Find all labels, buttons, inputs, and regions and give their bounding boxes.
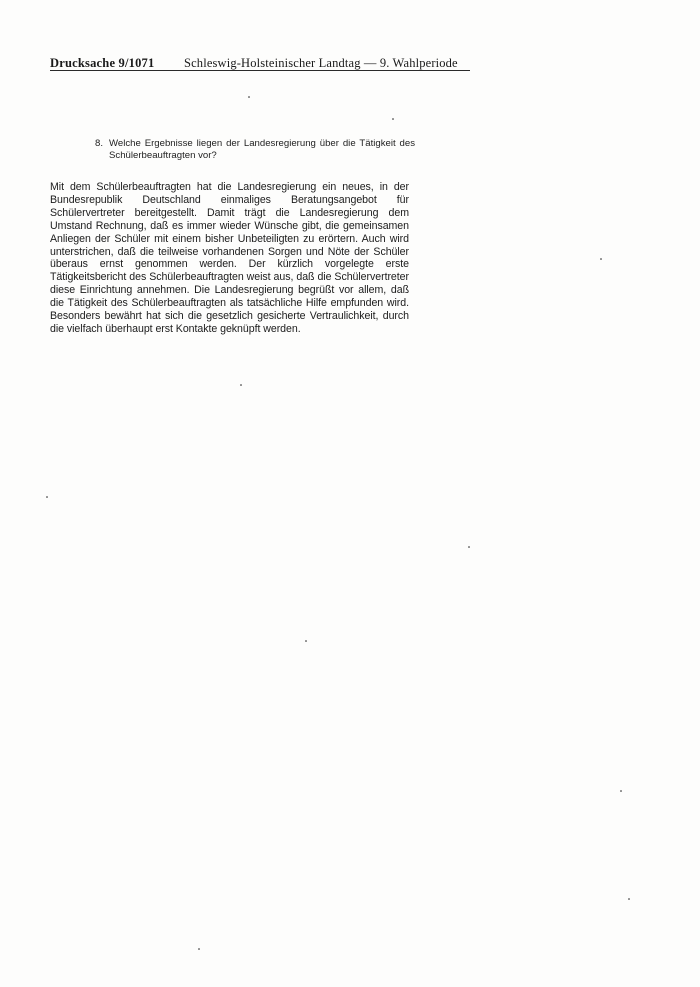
question-text: Welche Ergebnisse liegen der Landesregierung über die Tätigkeit des Schülerbeauftragten vor? — [109, 138, 415, 161]
scan-speck — [305, 640, 307, 642]
scan-speck — [240, 384, 242, 386]
answer-paragraph: Mit dem Schülerbeauftragten hat die Landesregierung ein neues, in der Bundesrepublik Deutschland einmaliges Beratungsangebot für Schülervertreter bereitgestellt. Damit trägt die Landesregierung dem Umstand Rechnung, daß es immer wieder Wünsche gibt, die gemeinsamen Anliegen der Schüler mit einem bisher Unbeteiligten zu erörtern. Auch wird unterstrichen, daß die teilweise vorhandenen Sorgen und Nöte der Schüler überaus ernst genommen werden. Der kürzlich vorgelegte erste Tätigkeitsbericht des Schülerbeauftragten weist aus, daß die Schülervertreter diese Einrichtung annehmen. Die Landesregierung begrüßt vor allem, daß die Tätigkeit des Schülerbeauftragten als tatsächliche Hilfe empfunden wird. Besonders bewährt hat sich die gesetzlich gesicherte Vertraulichkeit, durch die vielfach überhaupt erst Kontakte geknüpft werden. — [50, 181, 409, 335]
question-number: 8. — [95, 138, 104, 149]
scan-speck — [600, 258, 602, 260]
document-number: Drucksache 9/1071 — [50, 56, 155, 70]
scan-speck — [620, 790, 622, 792]
header-title: Schleswig-Holsteinischer Landtag — 9. Wahlperiode — [184, 56, 458, 70]
scan-speck — [468, 546, 470, 548]
question-block — [95, 138, 415, 162]
scan-speck — [392, 118, 394, 120]
header-divider — [50, 70, 470, 71]
scan-speck — [628, 898, 630, 900]
scan-speck — [248, 96, 250, 98]
scan-speck — [46, 496, 48, 498]
scan-speck — [198, 948, 200, 950]
